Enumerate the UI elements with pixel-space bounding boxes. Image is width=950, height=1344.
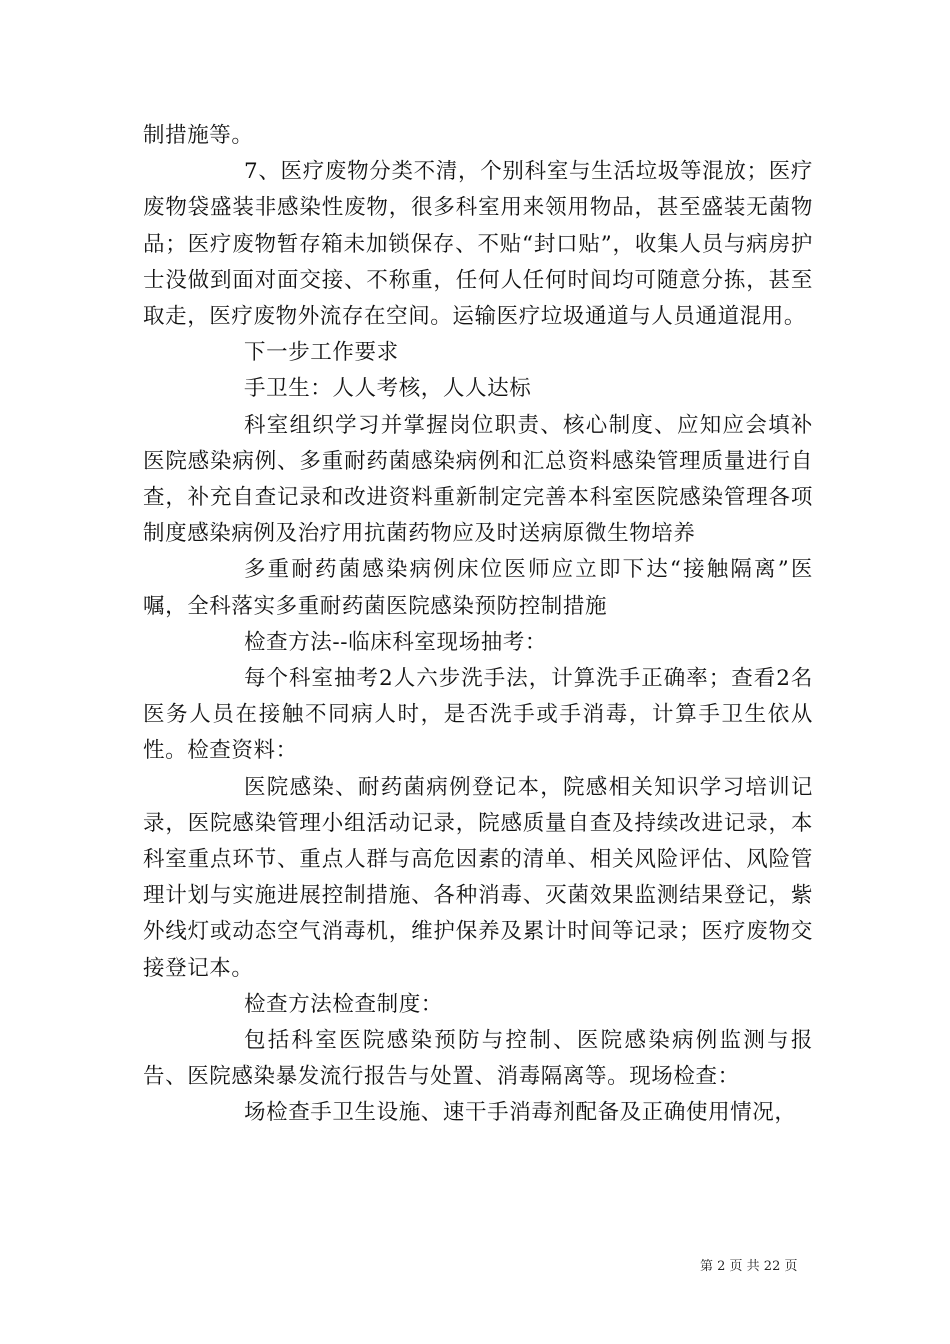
paragraph-system-scope: 包括科室医院感染预防与控制、医院感染病例监测与报告、医院感染暴发流行报告与处置、消毒隔离等。现场检查： [143, 1028, 813, 1090]
paragraph-hand-hygiene: 手卫生：人人考核，人人达标 [244, 376, 532, 402]
page-number-footer: 第 2 页 共 22 页 [700, 1259, 798, 1274]
paragraph-inspection-method-onsite: 检查方法--临床科室现场抽考： [244, 629, 548, 655]
paragraph-onsite-hand-hygiene-facilities: 场检查手卫生设施、速干手消毒剂配备及正确使用情况， [244, 1100, 797, 1126]
paragraph-mdro-isolation: 多重耐药菌感染病例床位医师应立即下达“接触隔离”医嘱，全科落实多重耐药菌医院感染预防控制措施 [143, 557, 813, 619]
document-body [143, 118, 813, 1132]
paragraph-continuation: 制措施等。 [143, 123, 254, 148]
section-heading-next-steps: 下一步工作要求 [244, 340, 399, 366]
paragraph-inspection-method-system: 检查方法检查制度： [244, 991, 443, 1017]
paragraph-medical-waste-issues: 7、医疗废物分类不清，个别科室与生活垃圾等混放；医疗废物袋盛装非感染性废物，很多科室用来领用物品，甚至盛装无菌物品；医疗废物暂存箱未加锁保存、不贴“封口贴”，收集人员与病房护士没做到面对面交接、不称重，任何人任何时间均可随意分拣，甚至取走，医疗废物外流存在空间。运输医疗垃圾通道与人员通道混用。 [143, 159, 813, 330]
paragraph-inspection-records: 医院感染、耐药菌病例登记本，院感相关知识学习培训记录，医院感染管理小组活动记录，院感质量自查及持续改进记录，本科室重点环节、重点人群与高危因素的清单、相关风险评估、风险管理计划与实施进展控制措施、各种消毒、灭菌效果监测结果登记，紫外线灯或动态空气消毒机，维护保养及累计时间等记录；医疗废物交接登记本。 [143, 774, 813, 981]
paragraph-department-study: 科室组织学习并掌握岗位职责、核心制度、应知应会填补医院感染病例、多重耐药菌感染病例和汇总资料感染管理质量进行自查，补充自查记录和改进资料重新制定完善本科室医院感染管理各项制度感染病例及治疗用抗菌药物应及时送病原微生物培养 [143, 412, 813, 547]
paragraph-handwashing-sampling: 每个科室抽考2人六步洗手法，计算洗手正确率；查看2名医务人员在接触不同病人时，是否洗手或手消毒，计算手卫生依从性。检查资料： [143, 666, 813, 764]
